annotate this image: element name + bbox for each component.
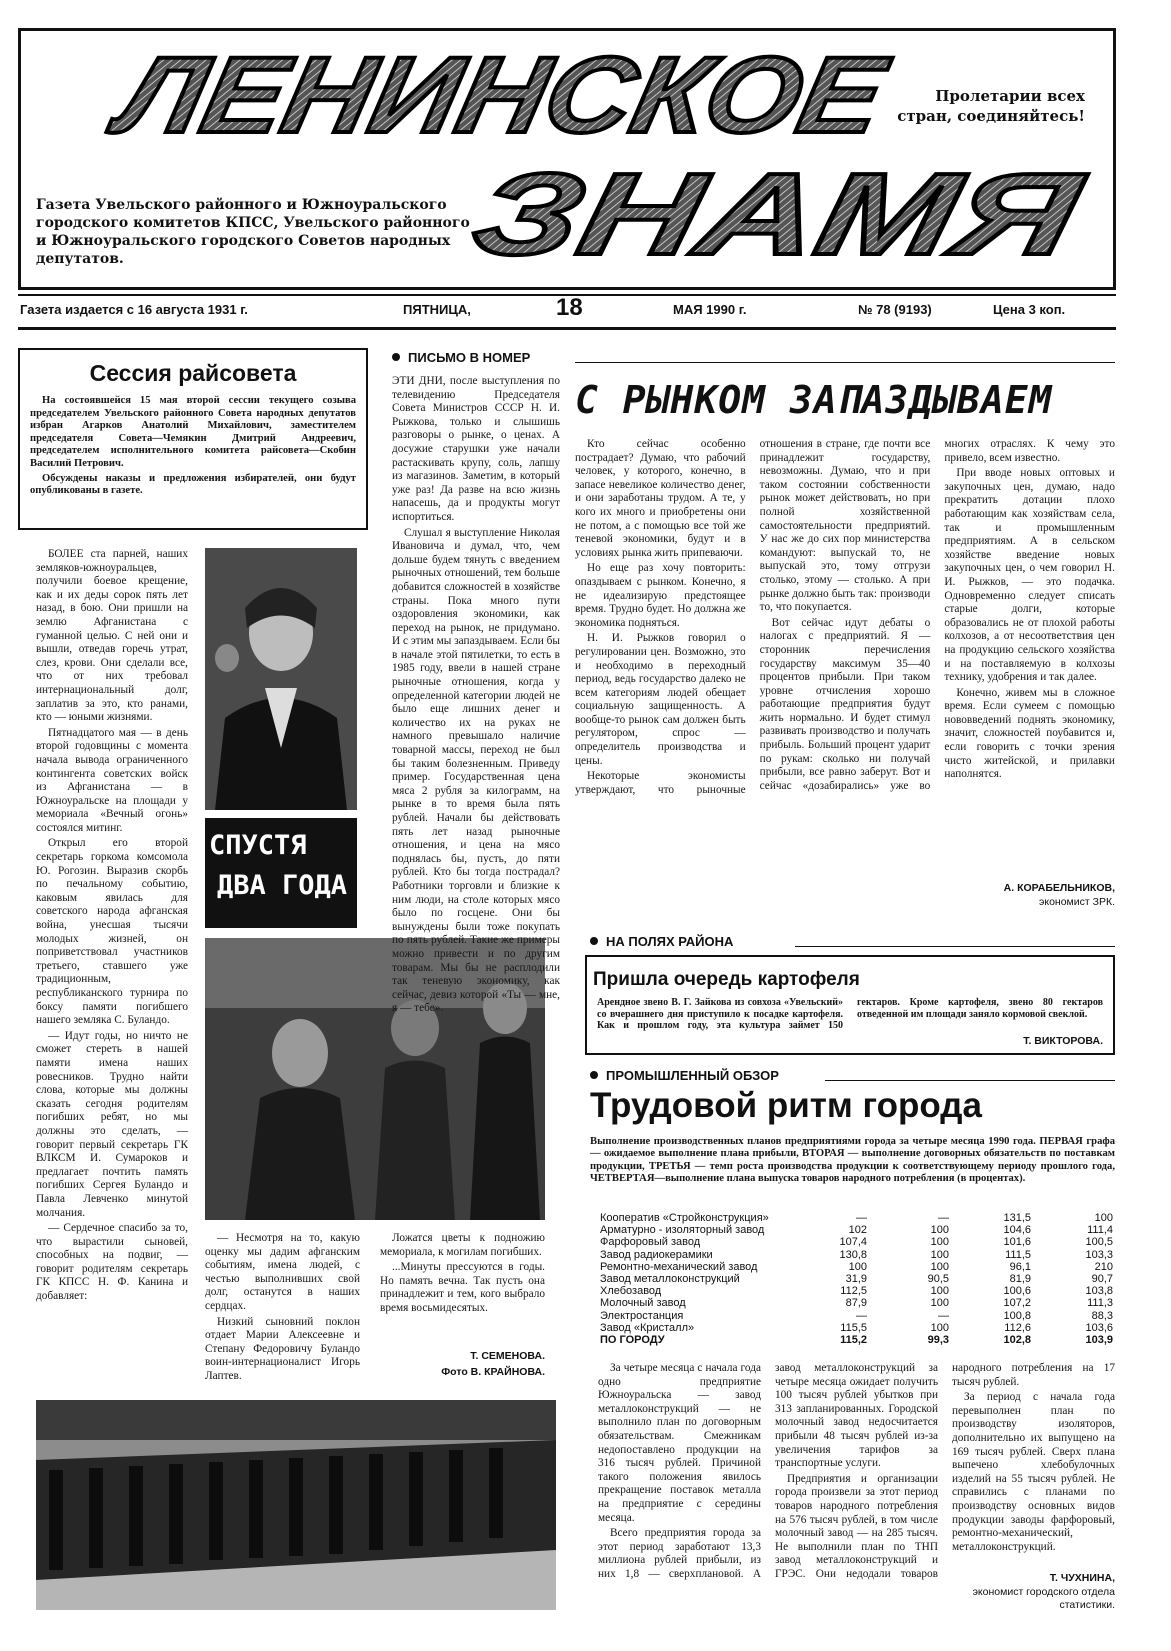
afghan-headline-1: СПУСТЯ — [209, 830, 307, 861]
issue-price: Цена 3 коп. — [993, 302, 1066, 317]
afghan-headline-2: ДВА ГОДА — [217, 870, 348, 901]
portrait-image — [205, 548, 357, 810]
issue-day: 18 — [556, 294, 583, 321]
industry-p2: Всего предприятия города за этот период заработают 13,3 миллиона рублей прибыли, из них 1,8 — сверхплановой. А завод металлоконструкций за четыре месяца ожидает получить 100 тысяч рублей убытков при 313 запланированных. Городской молочный завод недосчитается прибыли 48 тысяч рублей из-за увеличения тарифов за транспортные услуги. — [598, 1362, 938, 1580]
letter-rubric-line — [575, 362, 1115, 363]
letter-p1: Слушал я выступление Николая Ивановича и думал, что, чем дольше будем тянуть с введением рыночных отношений, тем больше добавится сложностей в хозяйстве страны. Пока много пути оздоровления экономики, как переход на рынок, не придумано. И с этим мы запаздываем. Если бы в начале этой пятилетки, то есть в 1985 году, ввели в нашей стране рыночные отношения, когда у определенной категории людей не было еще лишних денег и количество их на руках не намного превышало наличие товарной массы, переход не был бы таким болезненным. Приведу пример. Государственная цена мяса 2 рубля за килограмм, на рынке в то время была пять рублей. Начали бы действовать пять лет назад рыночные отношения, и цена на мясо поднялась бы, пусть, до пяти рублей. Кто бы тогда пострадал? Работники торговли и близкие к ним люди, на столе которых мясо было по госцене. Они бы вынуждены были тоже покупать по пять рублей. Такие же примеры можно привести и по другим товарам. Мы бы не расплодили так теневую экономику, как сейчас, девиз которой «Ты — мне, я — тебе». — [392, 526, 560, 1015]
industry-row: Завод «Кристалл» 115,5 100 112,6 103,6 — [600, 1321, 1113, 1334]
afghan-signature: Т. СЕМЕНОВА. — [470, 1350, 545, 1362]
industry-headline: Трудовой ритм города — [590, 1086, 982, 1125]
potato-rubric-line — [795, 946, 1115, 947]
newspaper-subtitle: Газета Увельского районного и Южноуральского городского комитетов КПСС, Увельского районного и Южноуральского городского Советов народных депутатов. — [36, 197, 470, 267]
weekday: ПЯТНИЦА, — [403, 302, 471, 317]
industry-p3: Предприятия и организации города произвели за этот период товаров народного потребления на 576 тысяч рублей, в том числе молочный завод — на 285 тысяч. Не выполнили план по ТНП завод металлоконструкций и ГРЭС. Они недодали товаров народного потребления на 17 тысяч рублей. — [775, 1362, 1115, 1580]
industry-row: Завод металлоконструкций 31,9 90,5 81,9 90,7 — [600, 1273, 1113, 1286]
session-text: На состоявшейся 15 мая второй сессии текущего созыва председателем Увельского районного Совета народных депутатов избран Агарков Анатолий Михайлович, заместителем председателя Совета—Чемякин Дмитрий Андреевич, председателем исполнительного комитета райсовета—Скобин Василий Петрович. — [30, 395, 356, 469]
info-divider — [18, 327, 1116, 330]
industry-p4: За период с начала года перевыполнен план по производству изоляторов, дополнительно их выпущено на 169 тысяч рублей. Сверх плана выпечено хлебобулочных изделий на 55 тысяч рублей. Не справились с планами по производству основных видов продукции заводы фарфоровый, ремонтно-механический, металлоконструкций. — [952, 1391, 1115, 1553]
potato-headline: Пришла очередь картофеля — [593, 969, 860, 990]
potato-box — [585, 955, 1115, 1055]
afghan-p7: Низкий сыновний поклон отдает Марии Алексеевне и Степану Федоровичу Буландо воин-интернационалист Игорь Лаптев. — [205, 1315, 360, 1382]
industry-row: Хлебозавод 112,5 100 100,6 103,8 — [600, 1285, 1113, 1298]
letter-signature: А. КОРАБЕЛЬНИКОВ, — [1003, 882, 1115, 894]
photo-soldiers — [36, 1400, 556, 1610]
industry-table — [598, 1212, 1115, 1346]
afghan-p5: — Сердечное спасибо за то, что вырастили сыновей, способных на подвиг, — говорит родителям секретарь ГК КПСС Н. Ф. Канина и добавляет: — [36, 1222, 188, 1303]
logo-line-2: ЗНАМЯ — [462, 149, 914, 279]
session-text-2: Обсуждены наказы и предложения избирателей, они будут опубликованы в газете. — [30, 472, 356, 497]
session-title: Сессия райсовета — [89, 360, 297, 386]
letter-signature-role: экономист ЗРК. — [1039, 896, 1115, 908]
industry-rubric: ПРОМЫШЛЕННЫЙ ОБЗОР — [590, 1068, 779, 1083]
afghan-column-3 — [380, 1232, 545, 1344]
industry-row: Арматурно - изоляторный завод 102 100 104,6 111,4 — [600, 1224, 1113, 1237]
slogan: Пролетарии всех стран, соединяйтесь! — [897, 87, 1085, 125]
afghan-p8: Ложатся цветы к подножию мемориала, к могилам погибших. — [380, 1232, 545, 1258]
issue-month-year: МАЯ 1990 г. — [673, 302, 747, 317]
afghan-headline-block — [205, 818, 357, 928]
issue-info-bar — [18, 296, 1116, 326]
letter-columns — [575, 438, 1115, 916]
afghan-p2: Пятнадцатого мая — в день второй годовщины с момента начала вывода ограниченного контингента советских войск из Афганистана — в Южноуральске на площади у мемориала «Вечный огонь» состоялся митинг. — [36, 726, 188, 834]
industry-row: Завод радиокерамики 130,8 100 111,5 103,3 — [600, 1248, 1113, 1261]
potato-signature: Т. ВИКТОРОВА. — [1023, 1035, 1103, 1047]
industry-row: Фарфоровый завод 107,4 100 101,6 100,5 — [600, 1236, 1113, 1249]
industry-row: Электростанция — — 100,8 88,3 — [600, 1309, 1113, 1322]
letter-p2: Кто сейчас особенно пострадает? Думаю, что рабочий человек, у которого, конечно, в запасе невеликое количество денег, и они заработаны трудом. А те, у кого их много и приобретены они не потом, а с помощью все той же теневой экономики, будут и в условиях рынка жить припеваючи. — [575, 438, 746, 559]
letter-intro: ЭТИ ДНИ, после выступления по телевидению Председателя Совета Министров СССР Н. И. Рыжкова, только и слышишь разговоры о рынке, о ценах. А досужие старушки уже начали растаскивать крупу, соль, лапшу из магазинов. Заметим, в который уже раз! Да разве на всю жизнь напасешь, да и продукты могут испортиться. — [392, 375, 560, 523]
photo-portrait — [205, 548, 357, 810]
letter-rubric: ПИСЬМО В НОМЕР — [392, 350, 530, 365]
letter-column-1 — [392, 375, 560, 1015]
letter-p4: Н. И. Рыжков говорил о регулировании цен. Возможно, это и необходимо в переходный период, ведь государство далеко не всем категориям людей обещает социальную защищенность. А вообще-то рынок сам должен быть регулятором, спрос — определитель производства и цены. — [575, 632, 746, 767]
letter-p7: При вводе новых оптовых и закупочных цен, думаю, надо прекратить дотации плохо работающим как хозяйствам села, так и промышленным предприятиям. А в сельском хозяйстве введение новых закупочных цен, о чем говорил Н. И. Рыжков, — это подачка. Одновременно следует списать старые долги, которые образовались не от плохой работы колхозов, а от несоответствия цен на продукцию сельского хозяйства и на поставляемую в колхозы технику, удобрения и так далее. — [944, 467, 1115, 684]
founded-date: Газета издается с 16 августа 1931 г. — [20, 302, 248, 317]
logo-line-1: ЛЕНИНСКОЕ — [108, 35, 814, 156]
letter-headline: С РЫНКОМ ЗАПАЗДЫВАЕМ — [575, 378, 1053, 422]
session-box — [18, 348, 368, 530]
industry-row: Кооператив «Стройконструкция» — — 131,5 100 — [600, 1212, 1113, 1224]
afghan-p3: Открыл его второй секретарь горкома комсомола Ю. Рогозин. Выразив скорбь по печальному событию, каковым явилась для советского народа афганская война, унесшая тысячи молодых жизней, он поприветствовал участников третьего, ставшего уже традиционным, республиканского турнира по боксу памяти погибшего нашего земляка С. Буландо. — [36, 837, 188, 1027]
afghan-p6: — Несмотря на то, какую оценку мы дадим афганским событиям, имена людей, с честью выполнивших свой долг, останутся в наших сердцах. — [205, 1232, 360, 1312]
letter-p5: Некоторые экономисты утверждают, что рыночные отношения в стране, где почти все принадлежит государству, невозможны. Думаю, что и при таком состоянии собственности рынок может действовать, но при полной хозяйственной самостоятельности предприятий. У нас же до сих пор министерства командуют: выпускай то, не выпускай это, тому отгрузи столько, этому — столько. А при рынке должно быть так: производи то, что покупается. — [575, 438, 931, 796]
afghan-column-1 — [36, 548, 188, 1390]
potato-rubric: НА ПОЛЯХ РАЙОНА — [590, 934, 733, 949]
afghan-p4: — Идут годы, но ничто не сможет стереть в нашей памяти имена наших ровесников. Трудно найти слова, которые мы должны сказать сегодня родителям погибших ребят, но мы должны это сделать, — говорит первый секретарь ГК ВЛКСМ И. Сумароков и предлагает почтить память погибших Сергея Буландо и Павла Левченко минутой молчания. — [36, 1029, 188, 1219]
industry-total-row: ПО ГОРОДУ 115,2 99,3 102,8 103,9 — [600, 1334, 1113, 1347]
letter-p6: Вот сейчас идут дебаты о налогах с предприятий. Я — сторонник перечисления государству максимум 35—40 процентов прибыли. При таком уровне отчисления хорошо работающие предприятия будут жить нормально. И будет стимул развивать производство и получать прибыль. Больший процент ударит по рукам: сколько ни получай прибыли, все равно заберут. Вот и сейчас «дозабирались» уже во многих отраслях. К чему это привело, всем известно. — [759, 438, 1115, 792]
issue-number: № 78 (9193) — [858, 302, 932, 317]
soldiers-image — [36, 1400, 556, 1610]
letter-p3: Но еще раз хочу повторить: опаздываем с рынком. Конечно, я не идеализирую предстоящее время. Трудно будет. Но должна же экономика подняться. — [575, 562, 746, 629]
afghan-photo-credit: Фото В. КРАЙНОВА. — [441, 1366, 545, 1378]
industry-p1: За четыре месяца с начала года одно предприятие Южноуральска — завод металлоконструкций — не выполнило план по договорным обязательствам. Смежникам недопоставлено продукции на 316 тысяч рублей. Причиной такого положения явилось прекращение поставок металла на предприятие с середины месяца. — [598, 1362, 761, 1524]
industry-signature-role: экономист городского отдела статистики. — [972, 1586, 1115, 1611]
industry-signature: Т. ЧУХНИНА, — [1049, 1572, 1115, 1584]
industry-lead: Выполнение производственных планов предприятиями города за четыре месяца 1990 года. ПЕРВАЯ графа — ожидаемое выполнение плана прибыли, ВТОРАЯ — выполнение договорных обязательств по поставкам продукции, ТРЕТЬЯ — темп роста производства продукции к соответствующему периоду прошлого года, ЧЕТВЕРТАЯ—выполнение плана выпуска товаров народного потребления (в процентах). — [590, 1136, 1115, 1185]
industry-rubric-line — [825, 1080, 1115, 1081]
industry-row: Ремонтно-механический завод 100 100 96,1 210 — [600, 1260, 1113, 1273]
afghan-column-2 — [205, 1232, 360, 1392]
afghan-p9: ...Минуты пресcуются в годы. Но память вечна. Так пусть она принадлежит и тем, кого выбрало время восьмидесятых. — [380, 1261, 545, 1314]
potato-text: Арендное звено В. Г. Зайкова из совхоза «Увельский» со вчерашнего дня приступило к посадке картофеля. Как и прошлом году, эта культура займет 150 гектаров. Кроме картофеля, звено 80 гектаров отведенной им площади заняло кормовой свеклой. — [597, 997, 1103, 1031]
letter-p8: Конечно, живем мы в сложное время. Если сумеем с помощью нововведений поднять экономику, значит, сложностей поубавится и, если говорить с точки зрения чисто житейской, и прилавки наполнятся. — [944, 686, 1115, 781]
industry-row: Молочный завод 87,9 100 107,2 111,3 — [600, 1297, 1113, 1310]
afghan-p1: БОЛЕЕ ста парней, наших земляков-южноуральцев, получили боевое крещение, как и их деды сорок пять лет назад, в бою. Они пришли на землю Афганистана с гуманной целью. С ней они и вышли, отведав горечь утрат, слез, крови. Они сделали все, что от них требовал интернациональный долг, заплатив за это, кто ранами, кто — юными жизнями. — [36, 548, 188, 724]
